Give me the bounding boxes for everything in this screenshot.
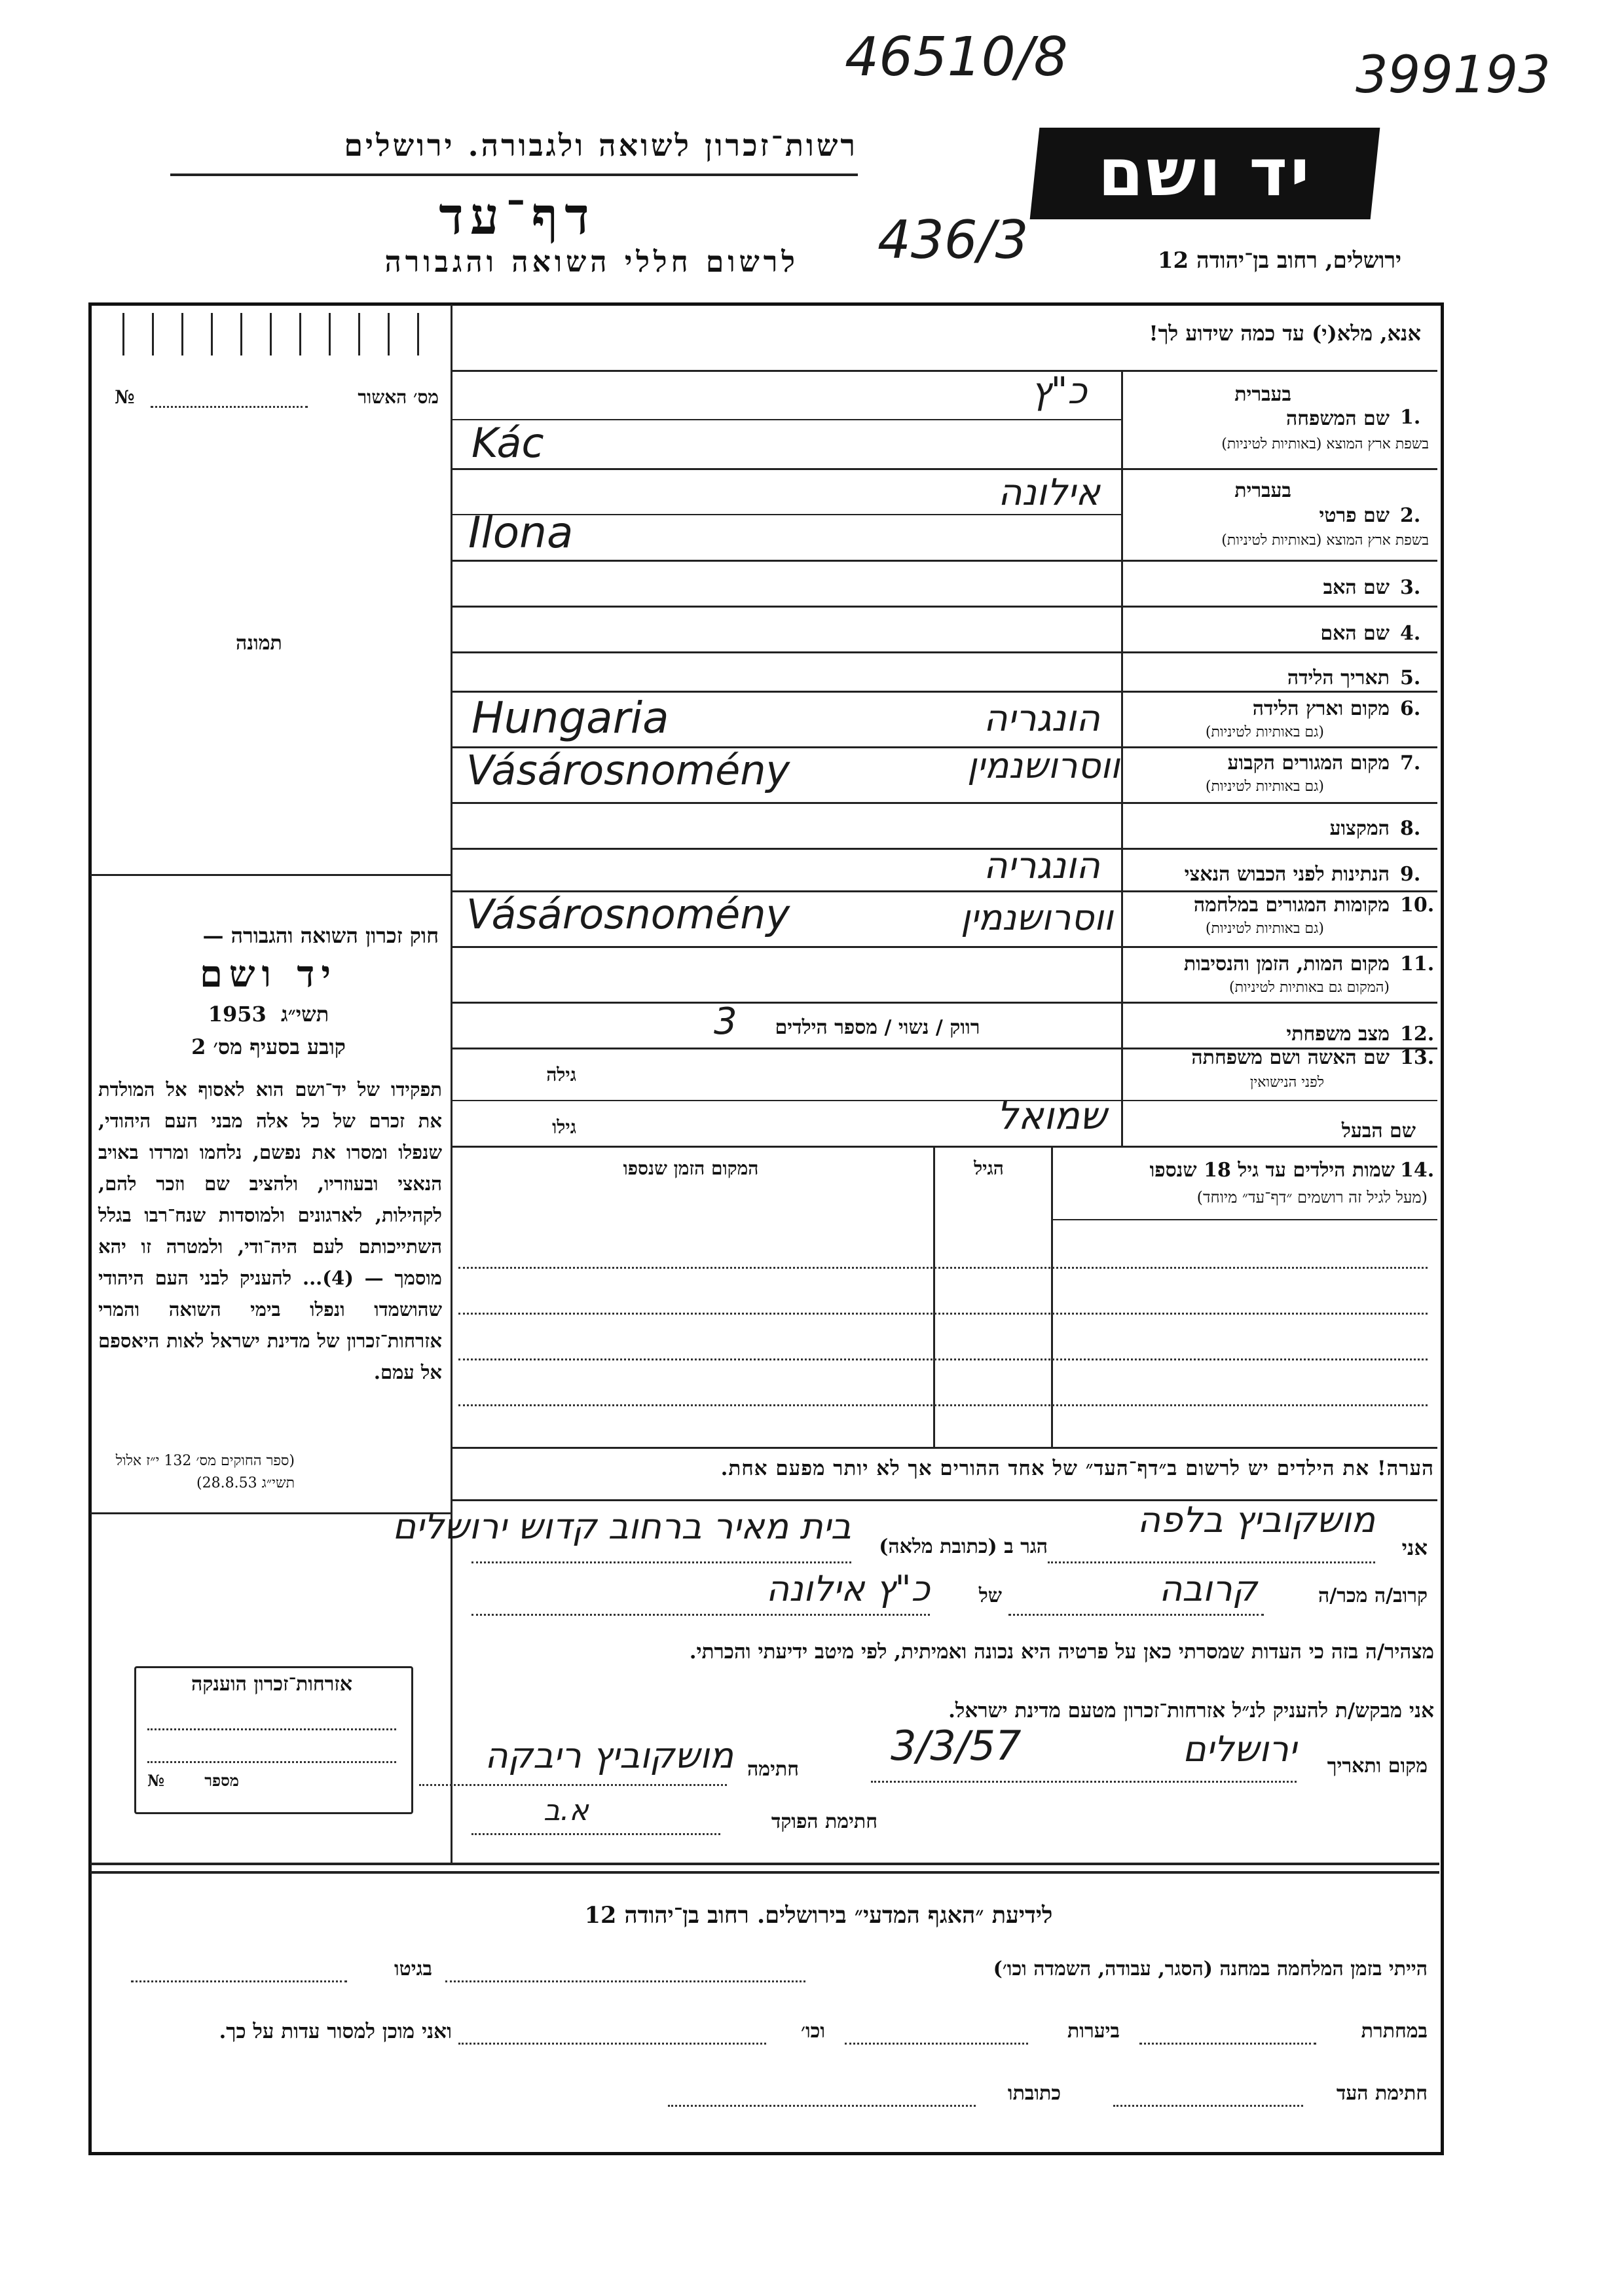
field-12-number: 12. — [1400, 1023, 1435, 1046]
officer-signature-line — [471, 1833, 720, 1835]
field-6-sub: (גם באותיות לטיניות) — [1205, 724, 1324, 740]
children-row-4 — [458, 1404, 1428, 1406]
instruction-text: אנא, מלא(י) עד כמה שידוע לך! — [1149, 321, 1421, 346]
field-1-number: 1. — [1400, 406, 1421, 429]
footer-double-line-1 — [90, 1863, 1439, 1865]
declaration-text: מצהיר/ה בזה כי העדות שמסרתי כאן על פרטיה היא נכונה ואמיתית, לפי מיטב ידיעתי והכרתי. — [689, 1640, 1434, 1664]
relation-of-line — [471, 1614, 930, 1616]
field-1-value-latin: Kác — [471, 419, 544, 467]
field-1-hebrew-line — [451, 419, 1121, 420]
field-2-label: שם פרטי — [1319, 504, 1390, 527]
footer-title: לידיעת ״האגף המדעי״ בירושלים. רחוב בן־יהודה 12 — [584, 1902, 1053, 1929]
children-row-2 — [458, 1313, 1428, 1315]
field-7-number: 7. — [1400, 752, 1421, 774]
field-6-number: 6. — [1400, 697, 1421, 720]
footer-etc-blank — [458, 2043, 766, 2045]
footer-ghetto-blank — [131, 1980, 347, 1982]
field-7-value-hebrew: ווסרושנמין — [967, 745, 1120, 786]
field-4-label: שם האם — [1320, 622, 1390, 645]
memorial-citizenship-no-mark: № — [147, 1771, 165, 1790]
field-6-value-latin: Hungaria — [471, 693, 669, 743]
place-value: ירושלים — [1182, 1728, 1297, 1770]
field-1-bottom — [451, 468, 1437, 470]
field-10-label: מקומות המגורים במלחמה — [1193, 894, 1390, 917]
field-3-label: שם האב — [1323, 576, 1390, 599]
signature-line — [419, 1784, 727, 1786]
field-8-label: המקצוע — [1329, 817, 1390, 840]
file-number-handwritten: 436/3 — [877, 210, 1029, 270]
children-note: הערה! את הילדים יש לרשום ב״דף־העד״ של אחד ההורים אך לא יותר מפעם אחת. — [720, 1457, 1434, 1480]
declarant-ani: אני — [1401, 1535, 1428, 1560]
field-2-bottom — [451, 560, 1437, 562]
footer-witness-signature-blank — [1113, 2105, 1303, 2107]
relation-value: קרובה — [1158, 1568, 1257, 1609]
field-3-bottom — [451, 606, 1437, 608]
declarant-resides-label: הגר ב (כתובת מלאה) — [879, 1535, 1048, 1558]
field-12-label: מצב משפחתי — [1286, 1023, 1390, 1046]
memorial-citizenship-line-1 — [147, 1728, 396, 1730]
left-column-divider — [451, 304, 452, 1863]
officer-signature-label: חתימת הפוקד — [771, 1810, 877, 1833]
signature-label: חתימה — [747, 1758, 799, 1781]
field-4-number: 4. — [1400, 622, 1421, 645]
field-13-number: 13. — [1400, 1046, 1435, 1069]
field-8-number: 8. — [1400, 817, 1421, 840]
children-row-1 — [458, 1267, 1428, 1269]
field-10-value-latin: Vásárosnomény — [466, 890, 790, 938]
receipt-no-mark: № — [115, 386, 135, 408]
footer-line1-end: בגיטו — [394, 1958, 432, 1980]
yad-vashem-logo: יד ושם — [1030, 128, 1380, 219]
archive-number-handwritten: 46510/8 — [845, 26, 1068, 88]
field-6-value-hebrew: הונגריה — [983, 697, 1100, 740]
law-year-number: 1953 — [208, 1002, 267, 1027]
children-age-header: הגיל — [974, 1157, 1004, 1179]
field-2-value-hebrew: אילונה — [997, 471, 1100, 514]
husband-row-bottom — [451, 1146, 1437, 1148]
field-9-value-hebrew: הונגריה — [983, 845, 1100, 887]
memorial-citizenship-number-label: מספר — [204, 1771, 239, 1790]
memorial-citizenship-title: אזרחות־זכרון הוענקה — [191, 1673, 353, 1696]
children-number: 14. — [1400, 1159, 1435, 1182]
footer-forests: ביערות — [1067, 2020, 1120, 2043]
footer-underground: במחתרת — [1361, 2020, 1428, 2043]
field-4-bottom — [451, 651, 1437, 653]
field-1-value-hebrew: כ"ץ — [1031, 370, 1087, 412]
children-col-divider-2 — [933, 1146, 935, 1447]
address: ירושלים, רחוב בן־יהודה 12 — [1157, 247, 1401, 274]
receipt-boxes — [95, 313, 449, 365]
footer-line1: הייתי בזמן המלחמה במחנה (הסגר, עבודה, השמדה וכו׳) — [993, 1958, 1428, 1980]
field-7-sub: (גם באותיות לטיניות) — [1205, 778, 1324, 795]
law-clause: קובע בסעיף מס׳ 2 — [191, 1034, 346, 1059]
field-2-value-latin: Ilona — [468, 507, 574, 558]
memorial-citizenship-line-2 — [147, 1761, 396, 1763]
place-date-label: מקום ותאריך — [1327, 1755, 1428, 1777]
field-7-value-latin: Vásárosnomény — [466, 746, 790, 794]
field-10-bottom — [451, 946, 1437, 948]
field-12-value: 3 — [714, 1000, 737, 1043]
law-source: (ספר החוקים מס׳ 132 י״ז אלול תשי״ג 28.8.53) — [115, 1453, 295, 1491]
declarant-address-line — [471, 1561, 851, 1563]
footer-witness-signature-label: חתימת העד — [1336, 2082, 1428, 2105]
field-10-value-hebrew: ווסרושנמין — [960, 897, 1113, 938]
children-col-divider-1 — [1051, 1146, 1053, 1447]
officer-initials: א.ב — [544, 1794, 589, 1827]
footer-forests-blank — [845, 2043, 1028, 2045]
children-sub: (מעל לגיל זה רושמים ״דף־עד״ מיוחד) — [1196, 1188, 1428, 1207]
photo-area-bottom — [90, 874, 451, 876]
declarant-address: בית מאיר ברחוב קדוש ירושלים — [392, 1506, 851, 1547]
field-11-label: מקום המות, הזמן והנסיבות — [1183, 953, 1390, 975]
relation-label: קרוב/ה מכר/ה — [1318, 1584, 1428, 1607]
footer-willing-to-testify: ואני מוכן למסור עדות על כך. — [219, 2020, 452, 2043]
field-5-number: 5. — [1400, 666, 1421, 689]
place-date-line — [871, 1781, 1297, 1783]
receipt-number-line — [151, 406, 308, 408]
children-title: שמות הילדים עד גיל 18 שנספו — [1149, 1159, 1395, 1182]
field-10-number: 10. — [1400, 894, 1435, 917]
field-2-number: 2. — [1400, 504, 1421, 527]
footer-double-line-2 — [90, 1871, 1439, 1874]
footer-address-blank — [668, 2105, 976, 2107]
signature-value: מושקוביץ ריבקה — [485, 1735, 733, 1776]
field-6-label: מקום וארץ הלידה — [1252, 697, 1390, 720]
field-11-number: 11. — [1400, 953, 1435, 975]
date-value: 3/3/57 — [891, 1722, 1022, 1770]
footer-etc: וכו׳ — [801, 2020, 825, 2043]
request-text: אני מבקש/ת להעניק לנ״ל אזרחות־זכרון מטעם מדינת ישראל. — [948, 1699, 1434, 1722]
children-place-header: המקום הזמן שנספו — [623, 1157, 759, 1179]
field-7-label: מקום המגורים הקבוע — [1227, 752, 1390, 774]
law-body: תפקידו של יד־ושם הוא לאסוף אל המולדת את זכרם של כל אלה מבני העם היהודי, שנפלו ומסרו את נפשם, נלחמו ומרדו באויב הנאצי ובעוזריו, ולהציב שם וזכר להם, לקהילות, לארגונים ולמוסדות שנח־רבו בגלל השתייכותם לעם היה־ודי, ולמטרה זו יהא מוסמך — (4)... להעניק לבני העם היהודי שהושמדו ונפלו בימי השואה והמרי אזרחות־זכרון של מדינת ישראל לאות היאספם אל עמם. — [98, 1078, 442, 1383]
law-year-hebrew: תשי״ג — [281, 1002, 329, 1027]
photo-label: תמונה — [236, 632, 282, 655]
field-11-bottom — [451, 1002, 1437, 1004]
field-2-hebrew-tag: בעברית — [1234, 479, 1291, 502]
field-5-label: תאריך הלידה — [1287, 666, 1390, 689]
declarant-name-line — [1048, 1561, 1375, 1563]
footer-line1-blank — [445, 1980, 805, 1982]
field-13-label: שם האשה ושם משפחתה — [1191, 1046, 1390, 1069]
wife-age-label: גילה — [546, 1064, 576, 1085]
field-1-hebrew-tag: בעברית — [1234, 383, 1291, 406]
field-11-sub: (המקום גם באותיות לטיניות) — [1229, 979, 1390, 996]
form-subtitle: לרשום חללי השואה והגבורה — [384, 246, 799, 279]
form-title: דף־עד — [439, 187, 596, 246]
children-header-line — [1053, 1219, 1437, 1220]
receipt-label: מס׳ האשור — [358, 386, 439, 408]
husband-age-label: גילו — [552, 1116, 576, 1138]
relation-of-name: כ"ץ אילונה — [766, 1568, 930, 1609]
field-9-number: 9. — [1400, 863, 1421, 886]
field-2-sub: בשפת ארץ המוצא (באותיות לטיניות) — [1221, 532, 1429, 549]
field-1-label: שם המשפחה — [1285, 407, 1390, 430]
field-7-bottom — [451, 802, 1437, 804]
law-name: יד ושם — [199, 953, 338, 996]
husband-label: שם הבעל — [1341, 1120, 1416, 1142]
labels-column-divider — [1121, 370, 1123, 1146]
law-year — [98, 1002, 439, 1027]
field-1-sub: בשפת ארץ המוצא (באותיות לטיניות) — [1221, 436, 1429, 452]
children-row-3 — [458, 1358, 1428, 1360]
law-title: חוק זכרון השואה והגבורה — — [202, 923, 439, 948]
field-9-label: הנתינות לפני הכבוש הנאצי — [1184, 863, 1390, 886]
husband-name-value: שמואל — [996, 1093, 1107, 1138]
footer-address-label: כתובתו — [1007, 2082, 1061, 2105]
relation-line — [1008, 1614, 1264, 1616]
declarant-name: מושקוביץ בלפה — [1137, 1499, 1375, 1540]
field-10-sub: (גם באותיות לטיניות) — [1205, 920, 1324, 937]
field-13-sub: לפני הנישואין — [1249, 1074, 1324, 1091]
record-number-handwritten: 399193 — [1356, 46, 1551, 105]
field-3-number: 3. — [1400, 576, 1421, 599]
relation-of: של — [978, 1584, 1002, 1607]
footer-underground-blank — [1139, 2043, 1316, 2045]
field-12-options: רווק / נשוי / מספר הילדים — [775, 1016, 980, 1039]
authority-underline — [170, 173, 858, 176]
authority-name: רשות־זכרון לשואה ולגבורה. ירושלים — [344, 128, 858, 163]
children-table-bottom — [451, 1447, 1437, 1449]
